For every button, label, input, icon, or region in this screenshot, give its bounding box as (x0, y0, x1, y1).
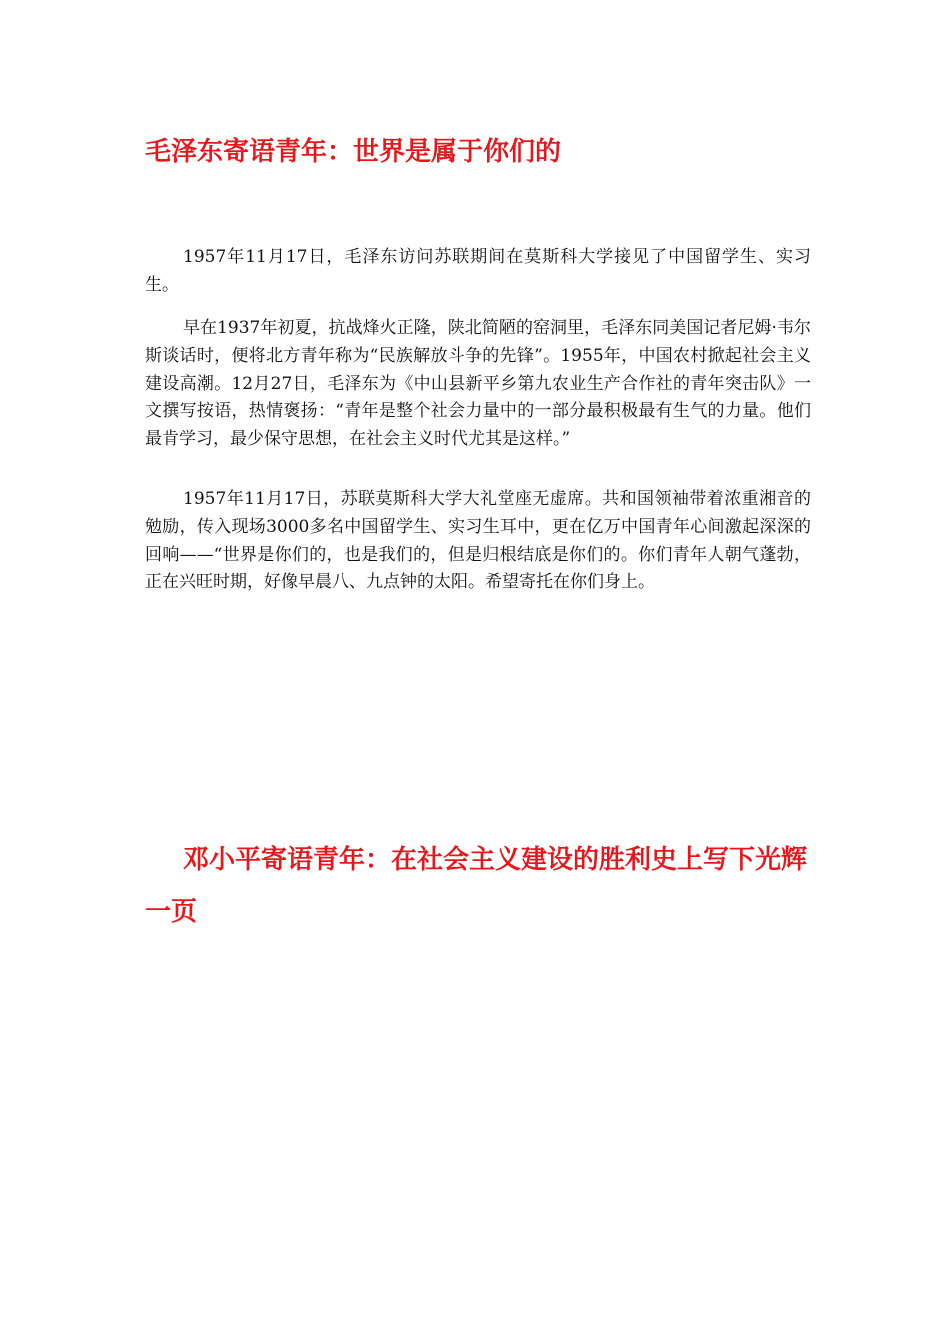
section-1-paragraph-1: 1957年11月17日，毛泽东访问苏联期间在莫斯科大学接见了中国留学生、实习生。 (145, 247, 811, 295)
section-1-title: 毛泽东寄语青年：世界是属于你们的 (145, 137, 562, 167)
section-1-paragraph-3: 1957年11月17日，苏联莫斯科大学大礼堂座无虚席。共和国领袖带着浓重湘音的勉励，传入现场3000多名中国留学生、实习生耳中，更在亿万中国青年心间激起深深的回响——“世界是你们的，也是我们的，但是归根结底是你们的。你们青年人朝气蓬勃，正在兴旺时期，好像早晨八、九点钟的太阳。希望寄托在你们身上。 (145, 489, 811, 593)
section-2-title: 邓小平寄语青年：在社会主义建设的胜利史上写下光辉一页 (145, 845, 808, 927)
section-1-paragraph-2: 早在1937年初夏，抗战烽火正隆，陕北简陋的窑洞里，毛泽东同美国记者尼姆·韦尔斯谈话时，便将北方青年称为“民族解放斗争的先锋”。1955年，中国农村掀起社会主义建设高潮。12月27日，毛泽东为《中山县新平乡第九农业生产合作社的青年突击队》一文撰写按语，热情褒扬：“青年是整个社会力量中的一部分最积极最有生气的力量。他们最肯学习，最少保守思想，在社会主义时代尤其是这样。” (145, 318, 811, 450)
